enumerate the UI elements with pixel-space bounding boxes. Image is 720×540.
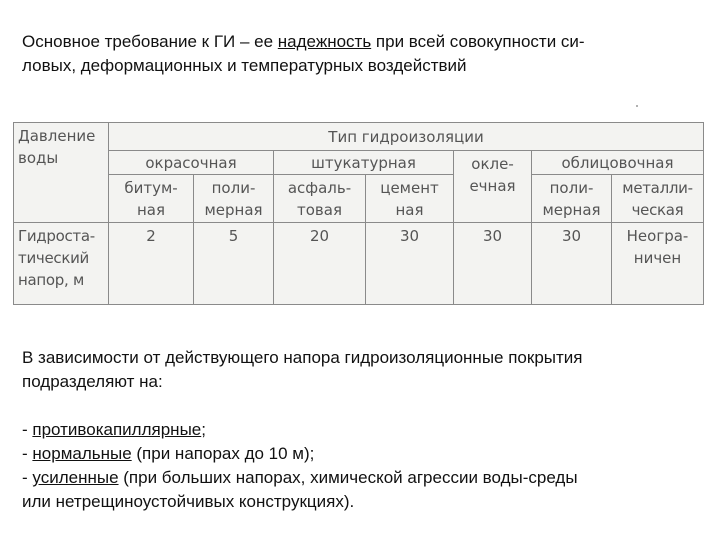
list-item: - нормальные (при напорах до 10 м); [22,444,315,463]
list-item: - усиленные (при больших напорах, химической агрессии воды-среды или нетрещиноустойчивых конструкциях). [22,468,578,511]
value-bitumen: 2 [109,223,194,305]
group-paint: окрасочная [109,151,274,175]
sub-asphalt: асфаль- товая [274,175,366,223]
value-polymer-facing: 30 [532,223,612,305]
waterproofing-table-image [13,122,703,304]
sub-metal: металли- ческая [612,175,704,223]
term-reinforced: усиленные [32,468,119,487]
sub-polymer-paint: поли- мерная [194,175,274,223]
intro-suffix: при всей совокупности си- [371,32,585,51]
intro-text [22,30,698,78]
group-facing: облицовочная [532,151,704,175]
list-item: - противокапиллярные; [22,420,206,439]
intro-highlight-reliability: надежность [277,32,372,51]
term-capillary: противокапиллярные [32,420,202,439]
table-corner-header: Давление воды [14,123,109,223]
sub-polymer-facing: поли- мерная [532,175,612,223]
sub-bitumen: битум- ная [109,175,194,223]
value-asphalt: 20 [274,223,366,305]
value-cement: 30 [366,223,454,305]
term-normal: нормальные [32,444,132,463]
table-top-header: Тип гидроизоляции [109,123,704,151]
group-plaster: штукатурная [274,151,454,175]
value-metal: Неогра- ничен [612,223,704,305]
intro-prefix: Основное требование к ГИ – ее [22,32,278,51]
body-text [22,346,698,514]
sub-cement: цемент ная [366,175,454,223]
group-pasted: окле- ечная [454,151,532,223]
value-polymer-paint: 5 [194,223,274,305]
intro-paragraph: В зависимости от действующего напора гидроизоляционные покрытия подразделяют на: [22,348,583,391]
value-pasted: 30 [454,223,532,305]
row-label-head: Гидроста- тический напор, м [14,223,109,305]
intro-line-2: ловых, деформационных и температурных воздействий [22,56,467,75]
waterproofing-table [13,122,704,305]
scan-artifact-dot [636,105,638,107]
